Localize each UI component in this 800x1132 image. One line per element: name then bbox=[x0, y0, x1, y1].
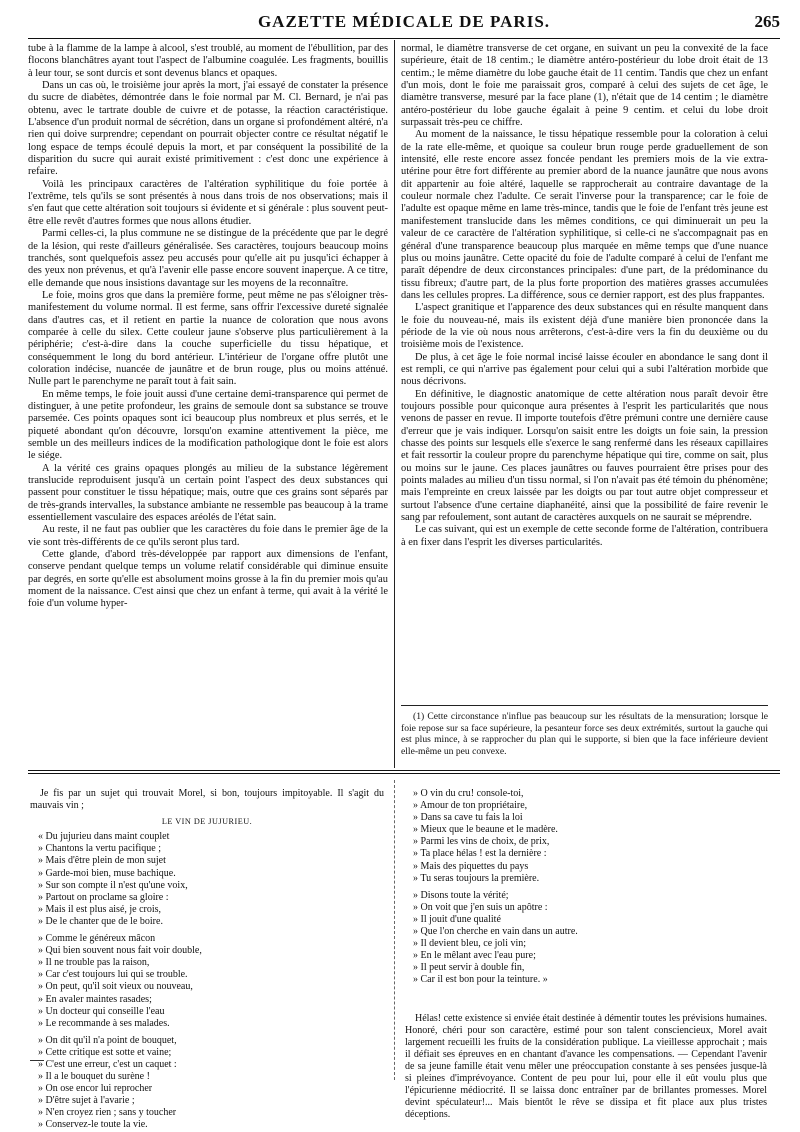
paragraph: normal, le diamètre transverse de cet organe, en suivant un peu la convexité de la face supérieure, était de 18 centim.; le diamètre antéro-postérieur du lobe droit était de 13 centim.; le même diamètre du lobe gauche était de 11 centim. Tandis que chez un enfant d'un mois, dont le foie me paraissait gros, comparé à celui des sujets de cet âge, le diamètre transverse, mesuré par la face plane (1), n'était que de 14 centim ; le diamètre antéro-postérieur du lobe gauche égalait à peine 9 centim. et celui du lobe droit surpassait très-peu ce chiffre. bbox=[401, 43, 768, 129]
poem-verse: » Amour de ton propriétaire, bbox=[413, 800, 528, 812]
poem-verse: » Il ne trouble pas la raison, bbox=[38, 957, 150, 969]
left-column bbox=[28, 43, 388, 765]
feuilleton-rule-thin bbox=[28, 773, 780, 774]
paragraph: Voilà les principaux caractères de l'altération syphilitique du foie portée à l'extrême, tels qu'ils se sont présentés à nous dans trois de nos observations; mais il s'en faut que cette altération soit toujours si évidente et si générale : plus souvent peut-être elle revêt d'autres formes que nous allons étudier. bbox=[28, 178, 388, 227]
poem-verse: » D'être sujet à l'avarie ; bbox=[38, 1095, 135, 1107]
poem-verse: » Disons toute la vérité; bbox=[413, 889, 509, 901]
poem-verse: » Chantons la vertu pacifique ; bbox=[38, 843, 162, 855]
poem-stanzas-left bbox=[30, 831, 384, 1131]
poem-verse: » Cette critique est sotte et vaine; bbox=[38, 1046, 172, 1058]
footnote bbox=[401, 711, 768, 761]
paragraph: A la vérité ces grains opaques plongés au milieu de la substance légèrement translucide reproduisent jusqu'à un certain point l'aspect des deux substances qui passent pour constituer le tissu hépatique; mais, outre que ces grains sont séparés par de très-grands intervalles, la substance ambiante ne ressemble pas beaucoup à la trame essentiellement vasculaire des espaces aréolés de l'état sain. bbox=[28, 462, 388, 524]
poem-verse: » Dans sa cave tu fais la loi bbox=[413, 812, 523, 824]
poem-verse: » On ose encor lui reprocher bbox=[38, 1083, 153, 1095]
feuilleton-rule bbox=[28, 770, 780, 771]
paragraph: De plus, à cet âge le foie normal incisé laisse écouler en abondance le sang dont il est rempli, ce qui n'arrive pas également pour celui qui a subi l'altération morbide que nous décrivons. bbox=[401, 351, 768, 388]
poem-verse: » On peut, qu'il soit vieux ou nouveau, bbox=[38, 981, 193, 993]
poem-title: LE VIN DE JUJURIEU. bbox=[161, 817, 253, 827]
poem-verse: » C'est une erreur, c'est un caquet : bbox=[38, 1058, 177, 1070]
page-number: 265 bbox=[754, 12, 780, 31]
poem-verse: » Partout on proclame sa gloire : bbox=[38, 891, 169, 903]
poem-verse: » Il jouit d'une qualité bbox=[413, 913, 501, 925]
poem-verse: » En avaler maintes rasades; bbox=[38, 993, 152, 1005]
poem-verse: » Mais il est plus aisé, je crois, bbox=[38, 903, 162, 915]
poem-verse: » Mais d'être plein de mon sujet bbox=[38, 855, 166, 867]
poem-verse: » Il devient bleu, ce joli vin; bbox=[413, 938, 527, 950]
paragraph: En définitive, le diagnostic anatomique de cette altération nous paraît devoir être toujours possible pour quiconque aura présentes à l'esprit les particularités que nous venons de passer en revue. Il importe toutefois d'être prémuni contre une dernière cause d'erreur que je vais indiquer. Lorsqu'on saisit entre les doigts un foie sain, la pression chasse des points sur lesquels elle s'exerce le sang renfermé dans les réseaux capillaires et fait ressortir la couleur propre du parenchyme hépatique qui tire, comme on sait, plus ou moins sur le jaune. Ces places jaunâtres ou fauves pourraient être prises pour des points malades au milieu d'un tissu normal, si l'on n'avait pas été témoin du phénomène; mais l'empreinte en creux laissée par les doigts ou par tout autre objet compresseur et surtout l'absence d'une certaine diaphanéité, ainsi que la possibilité de faire revenir le sang par refoulement, sont autant de caractères auxquels on ne saurait se méprendre. bbox=[401, 388, 768, 524]
poem-verse: » Ta place hélas ! est la dernière : bbox=[413, 848, 547, 860]
poem-verse: » Mais des piquettes du pays bbox=[413, 860, 529, 872]
footnote-rule bbox=[401, 705, 768, 706]
footnote-text: (1) Cette circonstance n'influe pas beaucoup sur les résultats de la mensuration; lorsque le foie repose sur sa face supérieure, la pesanteur force ses deux extrémités, surtout la gauche qui est plus mince, à se rapprocher du plan qui le supporte, si bien que la face inférieure devient elle-même un peu convexe. bbox=[401, 711, 768, 757]
paragraph: Parmi celles-ci, la plus commune ne se distingue de la précédente que par le degré de la lésion, qui reste d'ailleurs généralisée. Ses caractères, toujours beaucoup moins tranchés, sont quelquefois assez peu accusés pour qu'elle ait pu jusqu'ici échapper à des yeux non prévenus, et qu'à l'avenir elle passe encore souvent inaperçue. A ce titre, elle demande que nous insistions davantage sur les moyens de la reconnaître. bbox=[28, 228, 388, 289]
poem-verse: « Du jujurieu dans maint couplet bbox=[38, 831, 170, 843]
feuilleton-right bbox=[405, 788, 767, 1121]
poem-verse: » En le mêlant avec l'eau pure; bbox=[413, 950, 536, 962]
poem-verse: » On dit qu'il n'a point de bouquet, bbox=[38, 1034, 177, 1046]
paragraph: Dans un cas où, le troisième jour après la mort, j'ai essayé de constater la présence du sucre de diabètes, démontrée dans le foie normal par M. Cl. Bernard, je n'ai pas obtenu, avec le tartrate double de cuivre et de potasse, la réaction caractéristique. L'absence d'un produit normal de sécrétion, dans un organe si profondément altéré, n'a rien qui doive surprendre; cependant on pourrait objecter contre ce résultat négatif le long espace de temps écoulé depuis la mort, et par conséquent la possibilité de la disparition du sucre qui aurait existé primitivement : c'est donc une expérience à refaire. bbox=[28, 80, 388, 178]
poem-verse: » Conservez-le toute la vie. bbox=[38, 1119, 148, 1131]
feuilleton-prose: Hélas! cette existence si enviée était destinée à démentir toutes les prévisions humaines. Honoré, chéri pour son caractère, estimé pour son talent consciencieux, Morel avait largement recueilli les fruits de la considération publique. La vieillesse approchait ; mais il défiait ses épreuves en en chantant d'avance les compensations. — Cependant l'avenir de sa jeune famille était venu mêler une préoccupation constante à ses pensées jusque-là si pleines d'imprévoyance. Content de peu pour lui, pour elle il eût voulu plus que l'épicurienne médiocrité. Il se laissa donc entraîner par de brillantes promesses. Morel devint spéculateur!... Mais bientôt le rêve se dissipa et fit place aux plus tristes déceptions. bbox=[405, 1012, 767, 1121]
poem-verse: » Mieux que le beaune et le madère. bbox=[413, 824, 558, 836]
poem-verse: » On voit que j'en suis un apôtre : bbox=[413, 901, 548, 913]
page-header bbox=[28, 8, 780, 38]
feuilleton-left bbox=[30, 788, 384, 1131]
poem-verse: » Garde-moi bien, muse bachique. bbox=[38, 867, 176, 879]
feuilleton-divider bbox=[394, 780, 395, 1080]
poem-verse: » Car il est bon pour la teinture. » bbox=[413, 974, 548, 986]
poem-verse: » Un docteur qui conseille l'eau bbox=[38, 1005, 165, 1017]
poem-verse: » Que l'on cherche en vain dans un autre. bbox=[413, 926, 578, 938]
paragraph: Au moment de la naissance, le tissu hépatique ressemble pour la coloration à celui de la rate elle-même, et quoique sa couleur brun rouge perde graduellement de son intensité, elle reste encore assez foncée pendant les premiers mois de la vie extra-utérine pour être fort différente au premier abord de la nuance jaunâtre que nous avons dit appartenir au foie altéré, laquelle se rapprocherait au contraire davantage de la couleur normale chez l'adulte. Ce serait l'inverse pour la transparence; car le foie de l'adulte est opaque même en lame très-mince, tandis que le foie de l'enfant très jeune est manifestement translucide dans les mêmes conditions, ce qui diminuerait un peu la valeur de ce caractère de l'altération syphilitique, si celle-ci ne s'accompagnait pas en général d'une transparence beaucoup plus marquée en même temps que d'une nuance plus ou moins jaunâtre. Cette opacité du foie de l'adulte comparé à celui de l'enfant me paraît dépendre de deux circonstances principales: d'une part, de la prédominance du tissu fibreux; d'autre part, de la plus forte proportion des matières grasses accumulées dans les cellules propres. La différence, sous ce dernier rapport, est des plus frappantes. bbox=[401, 129, 768, 301]
poem-verse: » Car c'est toujours lui qui se trouble. bbox=[38, 969, 188, 981]
poem-verse: » Sur son compte il n'est qu'une voix, bbox=[38, 879, 188, 891]
paragraph: Au reste, il ne faut pas oublier que les caractères du foie dans le premier âge de la vie sont très-différents de ce qu'ils seront plus tard. bbox=[28, 524, 388, 548]
paragraph: Le foie, moins gros que dans la première forme, peut même ne pas s'éloigner très-manifestement du volume normal. Il est ferme, sans offrir l'excessive dureté signalée dans d'autres cas, et il retient en partie la nuance de coloration que nous avons comparée à celle du silex. Cette couleur jaune s'observe plus particulièrement à la périphérie; c'est-à-dire dans la couche superficielle du tissu hépatique, et conséquemment le long du bord antérieur. L'intérieur de l'organe offre plutôt une coloration indécise, nuancée de jaunâtre et de brun rouge, plus ou moins atténué. Nulle part le parenchyme ne paraît tout à fait sain. bbox=[28, 289, 388, 388]
poem-verse: » De le chanter que de le boire. bbox=[38, 915, 163, 927]
paragraph: tube à la flamme de la lampe à alcool, s'est troublé, au moment de l'ébullition, par des flocons blanchâtres ayant tout l'aspect de l'albumine coagulée. Les fragments, bouillis à leur tour, se sont durcis et sont devenus blancs et opaques. bbox=[28, 43, 388, 79]
poem-verse: » Il a le bouquet du surène ! bbox=[38, 1071, 150, 1083]
header-rule bbox=[28, 38, 780, 39]
right-column bbox=[401, 43, 768, 697]
paragraph: Cette glande, d'abord très-développée par rapport aux dimensions de l'enfant, conserve pendant quelque temps un volume relatif considérable qui diminue ensuite par degrés, en sorte qu'elle est absolument moins grosse à la fin du premier mois qu'au moment de la naissance. C'est ainsi que chez un enfant à terme, qui avait à la vérité le foie d'un volume hyper- bbox=[28, 549, 388, 610]
paragraph: En même temps, le foie jouit aussi d'une certaine demi-transparence qui permet de distinguer, à une petite profondeur, les grains de semoule dont sa substance se trouve parsemée. Ces points opaques sont ici beaucoup plus nombreux et plus serrés, et le piqueté abondant qu'on découvre, lorsqu'on examine attentivement la pièce, me semble un des meilleurs indices de la modification pathologique dont le foie est alors le siége. bbox=[28, 388, 388, 462]
paragraph: Le cas suivant, qui est un exemple de cette seconde forme de l'altération, contribuera à en fixer dans l'esprit les diverses particularités. bbox=[401, 524, 768, 548]
poem-verse: » Parmi les vins de choix, de prix, bbox=[413, 836, 550, 848]
column-divider bbox=[394, 40, 395, 768]
poem-verse: » Le recommande à ses malades. bbox=[38, 1017, 170, 1029]
poem-verse: » N'en croyez rien ; sans y toucher bbox=[38, 1107, 177, 1119]
poem-stanzas-right bbox=[405, 788, 767, 987]
poem-verse: » O vin du cru! console-toi, bbox=[413, 788, 524, 799]
feuilleton-intro: Je fis par un sujet qui trouvait Morel, si bon, toujours impitoyable. Il s'agit du mauvais vin ; bbox=[30, 788, 384, 812]
paragraph: L'aspect granitique et l'apparence des deux substances qui en résulte manquent dans le foie du nouveau-né, mais ils existent déjà d'une manière bien prononcée dans la période de la vie où nous nous arrêterons, c'est-à-dire vers la fin du deuxième ou du troisième mois de l'existence. bbox=[401, 302, 768, 351]
poem-verse: » Il peut servir à double fin, bbox=[413, 962, 525, 974]
poem-verse: » Tu seras toujours la première. bbox=[413, 872, 540, 884]
poem-verse: » Qui bien souvent nous fait voir double, bbox=[38, 945, 202, 957]
poem-verse: » Comme le généreux mâcon bbox=[38, 933, 156, 945]
printer-mark bbox=[30, 1060, 44, 1067]
journal-title: GAZETTE MÉDICALE DE PARIS. bbox=[257, 12, 551, 31]
